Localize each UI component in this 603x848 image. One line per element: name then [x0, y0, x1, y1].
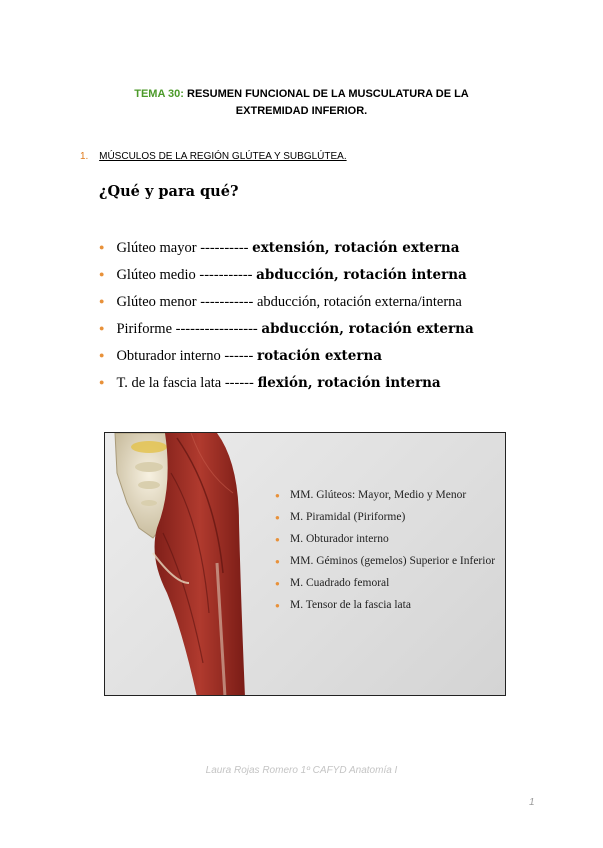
bullet-icon: ●: [275, 491, 280, 500]
anatomy-figure: [104, 432, 506, 696]
list-item: [99, 265, 474, 292]
bullet-icon: ●: [99, 323, 105, 333]
list-item: [99, 373, 474, 400]
muscle-name: Glúteo menor -----------: [116, 294, 254, 310]
muscle-name: Piriforme -----------------: [116, 321, 258, 337]
bullet-icon: ●: [275, 557, 280, 566]
title-text-1: RESUMEN FUNCIONAL DE LA MUSCULATURA DE LA: [187, 88, 469, 100]
title-tag: TEMA 30:: [134, 88, 184, 100]
muscle-function: abducción, rotación externa/interna: [256, 294, 462, 310]
list-item: [275, 599, 503, 612]
muscle-function: flexión, rotación interna: [257, 375, 441, 391]
list-item: [99, 238, 474, 265]
muscle-name: Glúteo medio -----------: [116, 267, 253, 283]
list-item: [275, 555, 503, 568]
muscle-name: Obturador interno ------: [116, 348, 254, 364]
list-item: [99, 346, 474, 373]
list-item: [99, 319, 474, 346]
bullet-icon: ●: [99, 350, 105, 360]
bullet-icon: ●: [275, 579, 280, 588]
legend-text: M. Piramidal (Piriforme): [290, 511, 406, 523]
section-number: 1.: [80, 151, 89, 162]
question-heading: ¿Qué y para qué?: [99, 183, 239, 200]
gluteal-muscles-illustration: [105, 433, 265, 696]
document-title: [0, 86, 603, 120]
page-footer: Laura Rojas Romero 1º CAFYD Anatomía I: [205, 765, 398, 776]
section-heading: [80, 151, 347, 162]
title-line-2: EXTREMIDAD INFERIOR.: [235, 105, 368, 117]
legend-text: MM. Glúteos: Mayor, Medio y Menor: [290, 489, 467, 501]
bullet-icon: ●: [99, 377, 105, 387]
list-item: [275, 533, 503, 546]
legend-text: M. Cuadrado femoral: [290, 577, 390, 589]
legend-text: MM. Géminos (gemelos) Superior e Inferior: [290, 555, 496, 567]
section-title: MÚSCULOS DE LA REGIÓN GLÚTEA Y SUBGLÚTEA.: [99, 151, 347, 162]
page-number: 1: [529, 797, 535, 808]
muscle-name: T. de la fascia lata ------: [116, 375, 254, 391]
title-line-1: [0, 86, 603, 103]
bullet-icon: ●: [99, 242, 105, 252]
muscle-function: abducción, rotación interna: [256, 267, 467, 283]
legend-text: M. Obturador interno: [290, 533, 389, 545]
list-item: [275, 511, 503, 524]
bullet-icon: ●: [99, 269, 105, 279]
bullet-icon: ●: [275, 601, 280, 610]
legend-text: M. Tensor de la fascia lata: [290, 599, 411, 611]
muscle-function: abducción, rotación externa: [261, 321, 474, 337]
figure-legend-list: [275, 489, 503, 621]
muscle-function: rotación externa: [256, 348, 383, 364]
muscle-function-list: [99, 238, 474, 400]
list-item: [99, 292, 474, 319]
list-item: [275, 489, 503, 502]
muscle-function: extensión, rotación externa: [252, 240, 460, 256]
bullet-icon: ●: [275, 535, 280, 544]
bullet-icon: ●: [99, 296, 105, 306]
muscle-name: Glúteo mayor ----------: [116, 240, 249, 256]
bullet-icon: ●: [275, 513, 280, 522]
list-item: [275, 577, 503, 590]
